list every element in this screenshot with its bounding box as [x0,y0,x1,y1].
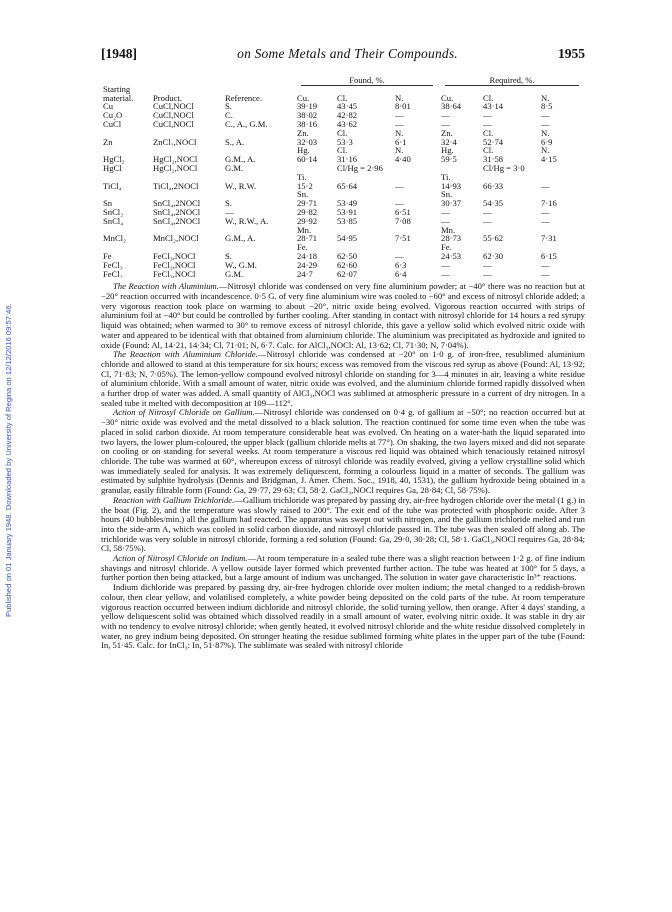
found-1-cell: Fe. [297,243,308,252]
product-cell: CuCl,NOCl [153,111,194,120]
required-3-cell: — [541,269,550,279]
required-1-cell: — [441,119,450,129]
found-2-cell: 65·64 [337,181,358,191]
found-2-cell: 62·07 [337,269,358,279]
found-2-cell: Cl. [337,146,348,156]
required-1-cell: 14·93 [441,181,462,191]
found-3-cell [393,226,439,235]
found-2-cell: Cl/Hg = 2·96 [337,163,383,173]
found-header: Found, %. [349,76,385,85]
found-2-cell: 62·50 [337,251,358,261]
found-1-cell: Mn. [297,225,312,235]
required-2-cell [481,190,539,199]
found-1-cell: Ti. [297,172,307,182]
reference-cell: — [225,207,234,217]
found-2-cell: 54·95 [337,234,358,244]
col-req-cl: Cl. [483,93,494,103]
paragraph-lead: The Reaction with Aluminium Chloride. [113,349,258,360]
starting-material-cell: Cu [103,102,114,112]
paragraph [101,583,585,651]
required-3-cell [539,190,585,199]
page [101,46,585,651]
reference-cell: S. [225,102,232,112]
table-row [101,182,585,191]
found-1-cell: 24·29 [297,260,318,270]
starting-material-cell [101,243,151,252]
header-year: [1948] [101,46,137,61]
required-3-cell: 7·31 [541,234,557,244]
required-3-cell: — [541,260,550,270]
required-2-cell: Cl. [483,128,494,138]
paragraph [101,350,585,408]
found-2-cell: 53·91 [337,207,358,217]
found-1-cell: 28·71 [297,234,318,244]
product-cell [151,129,223,138]
required-1-cell: 59·5 [441,155,457,164]
reference-cell: S., A. [225,137,245,147]
required-2-cell: — [483,207,492,217]
required-1-cell: Sn. [441,190,453,200]
required-2-cell [481,173,539,182]
found-1-cell: 39·19 [297,102,318,112]
reference-cell: C., A., G.M. [225,119,268,129]
table-body [101,102,585,278]
required-1-cell: — [441,260,450,270]
found-3-cell: — [395,251,404,261]
required-2-cell: 43·14 [483,102,504,112]
paragraph-text: —At room temperature in a sealed tube there was a slight reaction between 1·2 g. of fine indium shavings and nitrosyl chloride. A yellow outside layer formed which prevented further action. The tube was heated at 100° for 5 days, a further portion then being attacked, but a large amount of indium was unchanged. The solution in water gave characteristic In³⁺ reactions. [101,553,585,583]
table-row [101,120,585,129]
required-3-cell: 6·9 [541,137,553,147]
required-1-cell: Ti. [441,172,451,182]
table-row [101,111,585,120]
reference-cell: G.M. [225,163,244,173]
found-1-cell: 38·16 [297,119,318,129]
found-1-cell: 24·7 [297,269,313,279]
product-cell: SnCl₄,2NOCl [153,199,201,208]
product-cell [151,146,223,155]
paragraph [101,496,585,554]
table-subheader-row [101,146,585,155]
required-1-cell: 30·37 [441,199,462,208]
required-2-cell: 54·35 [483,199,504,208]
required-3-cell: 4·15 [541,155,557,164]
product-cell: HgCl₂,NOCl [153,155,198,164]
header-page-number: 1955 [558,46,585,61]
required-3-cell [539,226,585,235]
reference-cell [223,190,295,199]
product-cell: SnCl₄,2NOCl [153,216,201,226]
found-1-cell: Zn. [297,128,309,138]
found-1-cell: 29·71 [297,199,318,208]
col-material: material. [103,93,134,103]
found-3-cell: N. [395,146,404,156]
required-2-cell: — [483,111,492,120]
required-3-cell: N. [541,146,550,156]
table-row [101,199,585,208]
required-2-cell [481,226,539,235]
table-row [101,261,585,270]
required-1-cell: 32·4 [441,137,457,147]
table-row [101,102,585,111]
found-3-cell: — [395,111,404,120]
table-subheader-row [101,226,585,235]
required-1-cell: — [441,111,450,120]
reference-cell: G.M., A. [225,155,256,164]
required-3-cell: 7·16 [541,199,557,208]
found-3-cell: 6·4 [395,269,407,279]
product-cell: MnCl₂,NOCl [153,234,199,244]
reference-cell: W., R.W. [225,181,257,191]
col-product: Product. [153,93,182,103]
required-1-cell: Mn. [441,225,456,235]
starting-material-cell: CuCl [103,119,122,129]
required-1-cell: Fe. [441,243,452,252]
found-3-cell: 6·3 [395,260,407,270]
starting-material-cell: Cu₂O [103,111,123,120]
found-2-cell: 31·16 [337,155,358,164]
reference-cell: W., G.M. [225,260,257,270]
col-starting: Starting [103,84,131,94]
download-note: Published on 01 January 1948. Downloaded by University of Regina on 12/12/2016 09:57:46. [4,303,13,617]
found-2-cell: 43·45 [337,102,358,112]
starting-material-cell [101,226,151,235]
col-found-cu: Cu. [297,93,310,103]
starting-material-cell: TiCl₄ [103,181,122,191]
found-1-cell: 32·03 [297,137,318,147]
reference-cell [223,226,295,235]
table-row [101,164,585,173]
found-1-cell: 60·14 [297,155,318,164]
required-3-cell: — [541,207,550,217]
product-cell [151,190,223,199]
starting-material-cell: MnCl₂ [103,234,127,244]
required-1-cell: 38·64 [441,102,462,112]
paragraph [101,408,585,495]
required-2-cell: Cl/Hg = 3·0 [483,163,525,173]
required-3-cell: 8·5 [541,102,553,112]
found-1-cell: 29·92 [297,216,318,226]
found-1-cell: Sn. [297,190,309,200]
found-1-cell: 15·2 [297,181,313,191]
product-cell: ZnCl₂,NOCl [153,137,197,147]
starting-material-cell: Sn [103,199,113,208]
found-1-cell: 29·82 [297,207,318,217]
starting-material-cell: FeCl₃ [103,260,123,270]
found-3-cell: 7·51 [395,234,411,244]
found-3-cell: N. [395,128,404,138]
reference-cell [223,243,295,252]
required-2-cell: Cl. [483,146,494,156]
reference-cell: W., R.W., A. [225,216,269,226]
found-2-cell: 53·85 [337,216,358,226]
found-2-cell [335,226,393,235]
product-cell: CuCl,NOCl [153,119,194,129]
found-2-cell: 53·3 [337,137,353,147]
product-cell: TiCl₄,2NOCl [153,181,199,191]
found-1-cell: 38·02 [297,111,318,120]
starting-material-cell: SnCl₂ [103,207,124,217]
table-subheader-row [101,190,585,199]
reference-cell [223,129,295,138]
found-2-cell: 53·49 [337,199,358,208]
found-3-cell: 7·08 [395,216,411,226]
analysis-table [101,76,585,278]
reference-cell: S. [225,251,232,261]
product-cell [151,173,223,182]
required-2-cell: — [483,119,492,129]
required-2-cell: — [483,260,492,270]
found-2-cell [335,243,393,252]
required-rule [445,85,579,88]
required-3-cell: — [541,181,550,191]
starting-material-cell: SnCl₄ [103,216,124,226]
col-reference: Reference. [225,93,262,103]
found-3-cell: — [395,181,404,191]
reference-cell [223,173,295,182]
required-3-cell: 6·15 [541,251,557,261]
found-2-cell: 62·60 [337,260,358,270]
product-cell: SnCl₄,2NOCl [153,207,201,217]
required-1-cell: Hg. [441,146,454,156]
found-1-cell: 24·18 [297,251,318,261]
required-1-cell: — [441,216,450,226]
paragraph-text: —Nitrosyl chloride was condensed on 0·4 g. of gallium at −50°; no reaction occurred but at −30° nitric oxide was evolved and the metal dissolved to a black solution. The reaction continued for some time even when the tube was placed in solid carbon dioxide. At room temperature considerable heat was evolved. On heating on a water-bath the liquid separated into two layers, the lower plum-coloured, the upper black (gallium chloride melts at 77°). On shaking, the two layers mixed and did not separate on cooling or on standing for several weeks. At room temperature a viscous red liquid was obtained which tenaciously retained nitrosyl chloride. The tube was warmed at 60°, whereupon excess of nitrosyl chloride was readily evolved, giving a yellow crystalline solid which was immediately sealed for analysis. It was extremely deliquescent, forming a colourless liquid in a matter of seconds. The gallium was estimated by sulphite hydrolysis (Dennis and Bridgman, J. Amer. Chem. Soc., 1918, 40, 1531), the gallium hydroxide being obtained in a granular, easily filtrable form (Found: Ga, 29·77, 29·63; Cl, 58·2. GaCl₃,NOCl requires Ga, 28·84; Cl, 58·75%). [101,407,585,496]
starting-material-cell [101,173,151,182]
reference-cell: G.M., A. [225,234,256,244]
product-cell: FeCl₃,NOCl [153,269,196,279]
found-3-cell [393,173,439,182]
starting-material-cell: Zn [103,137,113,147]
required-3-cell: — [541,111,550,120]
table-subheader-row [101,173,585,182]
starting-material-cell [101,190,151,199]
table-row [101,217,585,226]
required-2-cell: 52·74 [483,137,504,147]
found-3-cell [393,190,439,199]
found-3-cell: — [395,119,404,129]
product-cell [151,243,223,252]
table-row [101,208,585,217]
required-2-cell: — [483,269,492,279]
header-title: on Some Metals and Their Compounds. [237,46,458,61]
found-2-cell: 42·82 [337,111,358,120]
found-2-cell [335,173,393,182]
paragraph-text: —Gallium trichloride was prepared by passing dry, air-free hydrogen chloride over the metal (1 g.) in the boat (Fig. 2), and the temperature was slowly raised to 200°. The exit end of the tube was protected with phosphoric oxide. After 3 hours (40 bubbles/min.) all the gallium had reacted. The apparatus was swept out with nitrogen, and the gallium trichloride melted and run into the side-arm A, which was cooled in solid carbon dioxide, and nitrosyl chloride passed in. The tube was then sealed off along ab. The trichloride was very soluble in nitrosyl chloride, forming a red solution (Found: Ga, 29·0, 30·28; Cl, 58·1. GaCl₃,NOCl requires Ga, 28·84; Cl, 58·75%). [101,494,585,554]
table-subheader-row [101,243,585,252]
page-header [101,46,585,70]
product-cell: FeCl₃,NOCl [153,260,196,270]
paragraph-lead: Reaction with Gallium Trichloride. [113,494,235,505]
found-3-cell: 6·51 [395,207,411,217]
found-2-cell: 43·62 [337,119,358,129]
reference-cell: C. [225,111,233,120]
col-req-cu: Cu. [441,93,454,103]
found-3-cell: 8·01 [395,102,411,112]
table-row [101,155,585,164]
paragraph-lead: Action of Nitrosyl Chloride on Gallium. [113,407,255,418]
paragraph-text: —Nitrosyl chloride was condensed at −20° on 1·0 g. of iron-free, resublimed aluminium chloride and allowed to stand at this temperature for six hours; excess was removed from the viscous red syrup as above (Found: Al, 13·92; Cl, 71·83; N, 7·05%). The lemon-yellow compound evolved nitrosyl chloride on standing for 3—4 minutes in air, leaving a white residue of aluminium chloride. With a small amount of water, nitric oxide was evolved, and the aluminium chloride formed rapidly dissolved when a further drop of water was added. A small quantity of AlCl₃,NOCl was sublimed at atmospheric pressure in a current of dry nitrogen. In a sealed tube it melted with decomposition at 109—112°. [101,349,585,408]
reference-cell [223,146,295,155]
paragraph-lead: The Reaction with Aluminium. [113,281,219,292]
starting-material-cell: Fe [103,251,112,261]
paragraph [101,282,585,350]
paragraph-text: —Nitrosyl chloride was condensed on very fine aluminium powder; at −40° there was no reaction but at −20° reaction occurred with incandescence. 0·5 G. of very fine aluminium wire was cooled to −60° and excess of nitrosyl chloride added; a very vigorous reaction took place on warming to about −20°, nitric oxide being evolved. Vigorous reaction occurred with strips of aluminium foil at −40° but could be controlled by further cooling. After standing in contact with nitrosyl chloride for 14 hours a red syrupy liquid was obtained; when warmed to 30° to remove excess of nitrosyl chloride, this gave a yellow solid which evolved nitric oxide with water and appeared to be identical with that obtained from aluminium chloride. The aluminium was precipitated as hydroxide and ignited to oxide (Found: Al, 14·21, 14·34; Cl, 71·01; N, 6·7. Calc. for AlCl₃,NOCl: Al, 13·62; Cl, 71·30; N, 7·04%). [101,281,585,350]
paragraph-lead: Action of Nitrosyl Chloride on Indium. [113,553,248,564]
required-1-cell: Zn. [441,128,453,138]
starting-material-cell [101,146,151,155]
required-2-cell: 55·62 [483,234,504,244]
reference-cell: G.M. [225,269,244,279]
table-row [101,270,585,279]
required-3-cell: — [541,216,550,226]
product-cell: FeCl₃,NOCl [153,251,196,261]
product-cell: HgCl₂,NOCl [153,163,198,173]
reference-cell: S. [225,199,232,208]
required-1-cell: 24·53 [441,251,462,261]
required-1-cell: — [441,207,450,217]
found-2-cell [335,190,393,199]
required-3-cell [539,243,585,252]
starting-material-cell: HgCl₂ [103,155,125,164]
found-3-cell: 4·40 [395,155,411,164]
required-2-cell: 62·30 [483,251,504,261]
required-3-cell: — [541,119,550,129]
found-1-cell [295,164,335,173]
col-req-n: N. [541,93,550,103]
required-2-cell: 66·33 [483,181,504,191]
required-1-cell [439,164,481,173]
body-text [101,282,585,651]
found-1-cell: Hg. [297,146,310,156]
table-subheader-row [101,129,585,138]
col-found-cl: Cl. [337,93,348,103]
table-row [101,252,585,261]
found-rule [301,85,433,88]
starting-material-cell: HgCl [103,163,122,173]
found-3-cell: — [395,199,404,208]
starting-material-cell [101,129,151,138]
paragraph-text: Indium dichloride was prepared by passing dry, air-free hydrogen chloride over molten indium; the metal changed to a reddish-brown colour, then clear yellow, and volatilised completely, a white powder being deposited on the cold parts of the tube. At room temperature vigorous reaction occurred between indium dichloride and nitrosyl chloride, the solid turning yellow, then orange. After 4 days' standing, a yellow deliquescent solid was obtained which dissolved readily in a small amount of water, evolving nitric oxide. It was stable in dry air with no tendency to evolve nitrosyl chloride; when gently heated, it evolved nitrosyl chloride and the white residue dissolved completely in water, no grey indium being deposited. On stronger heating the residue sublimed forming white plates in the upper part of the tube (Found: In, 51·45. Calc. for InCl₃: In, 51·87%). The sublimate was sealed with nitrosyl chloride [101,582,585,651]
product-cell [151,226,223,235]
col-found-n: N. [395,93,404,103]
required-header: Required, %. [489,76,535,85]
required-1-cell: — [441,269,450,279]
required-2-cell: 31·58 [483,155,504,164]
table-row [101,138,585,147]
found-3-cell [393,243,439,252]
required-3-cell: N. [541,128,550,138]
product-cell: CuCl,NOCl [153,102,194,112]
table-row [101,234,585,243]
found-3-cell: 6·1 [395,137,407,147]
paragraph [101,554,585,583]
found-2-cell: Cl. [337,128,348,138]
required-3-cell [539,173,585,182]
required-2-cell: — [483,216,492,226]
starting-material-cell: FeCl₂ [103,269,123,279]
required-2-cell [481,243,539,252]
required-1-cell: 28·73 [441,234,462,244]
